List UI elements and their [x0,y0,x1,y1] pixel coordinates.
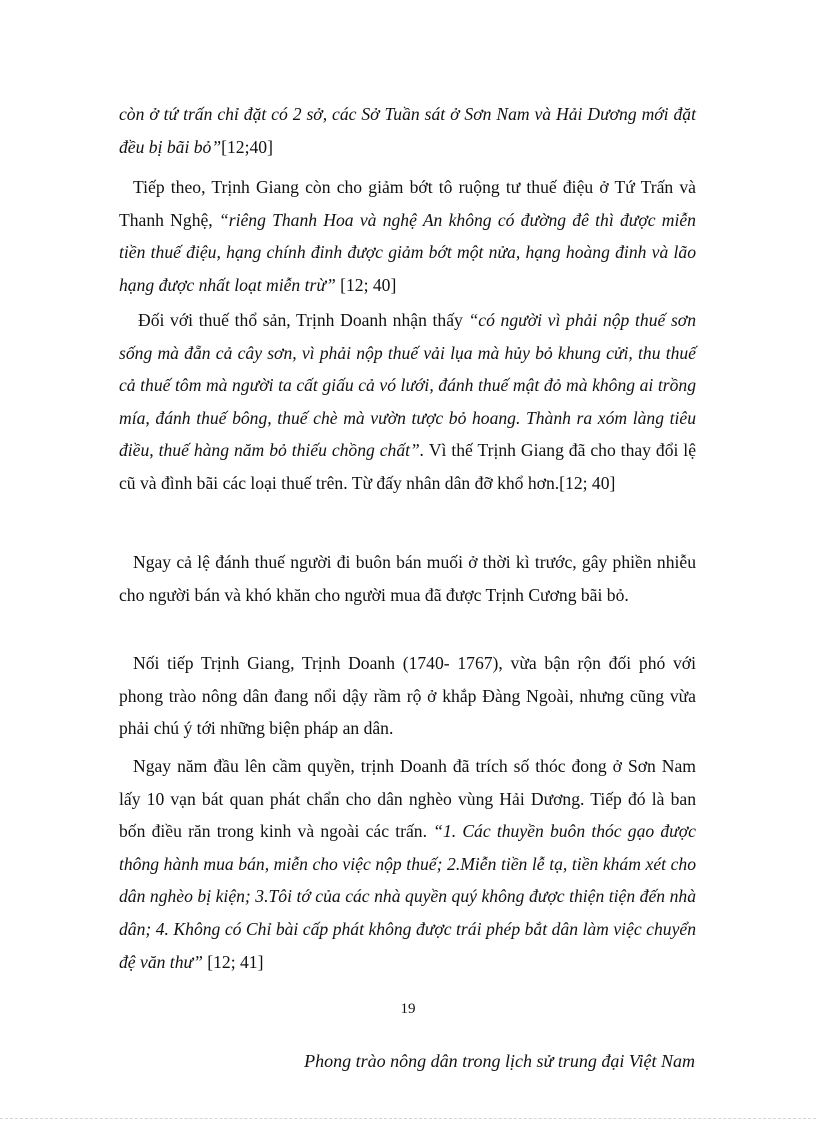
citation: [12;40] [221,136,273,157]
body-text: Đối với thuế thổ sản, Trịnh Doanh nhận thấy [138,310,469,330]
quote-text: “có người vì phải nộp thuế sơn sống mà đẵn cả cây sơn, vì phải nộp thuế vải lụa mà hủy bỏ khung cửi, thu thuế cả thuế tôm mà người ta cất giấu cả vó lưới, đánh thuế mật đỏ mà không ai trồng mía, đánh thuế bông, thuế chè mà vườn tược bỏ hoang. Thành ra xóm làng tiêu điều, thuế hàng năm bỏ thiếu chồng chất”. [119,310,696,461]
paragraph-3 [119,304,696,500]
footer-title: Phong trào nông dân trong lịch sử trung đại Việt Nam [304,1051,695,1071]
body-text: Ngay cả lệ đánh thuế người đi buôn bán muối ở thời kì trước, gây phiền nhiễu cho người bán và khó khăn cho người mua đã được Trịnh Cương bãi bỏ. [119,552,696,605]
page-bottom-divider [0,1118,816,1119]
body-text: Tiếp theo, Trịnh Giang còn cho giảm bớt tô ruộng tư thuế điệu ở Tứ Trấn và Thanh Nghệ, [119,177,696,230]
body-text: Ngay năm đầu lên cầm quyền, trịnh Doanh đã trích số thóc đong ở Sơn Nam lấy 10 vạn bát quan phát chẩn cho dân nghèo vùng Hải Dương. Tiếp đó là ban bốn điều răn trong kinh và ngoài các trấn. [119,756,696,842]
citation: [12; 41] [202,951,264,972]
quote-text: “riêng Thanh Hoa và nghệ An không có đường đê thì được miễn tiền thuế điệu, hạng chính đinh được giảm bớt một nửa, hạng hoàng đinh và lão hạng được nhất loạt miễn trừ” [119,209,696,295]
paragraph-4 [119,546,696,611]
paragraph-6 [119,750,696,978]
paragraph-1 [119,98,696,163]
quote-text: “1. Các thuyền buôn thóc gạo được thông hành mua bán, miễn cho việc nộp thuế; 2.Miễn tiền lễ tạ, tiền khám xét cho dân nghèo bị kiện; 3.Tôi tớ của các nhà quyền quý không được thiện tiện đến nhà dân; 4. Không có Chỉ bài cấp phát không được trái phép bắt dân làm việc chuyển đệ văn thư” [119,821,696,972]
body-text: Nối tiếp Trịnh Giang, Trịnh Doanh (1740- 1767), vừa bận rộn đối phó với phong trào nông dân đang nổi dậy rầm rộ ở khắp Đàng Ngoài, nhưng cũng vừa phải chú ý tới những biện pháp an dân. [119,653,696,739]
body-text: Vì thế Trịnh Giang đã cho thay đổi lệ cũ và đình bãi các loại thuế trên. Từ đấy nhân dân đỡ khổ hơn.[12; 40] [119,440,697,493]
paragraph-5 [119,647,696,745]
page-number: 19 [400,1001,416,1017]
paragraph-2 [119,171,696,301]
quote-text: còn ở tứ trấn chỉ đặt có 2 sở, các Sở Tuần sát ở Sơn Nam và Hải Dương mới đặt đều bị bãi bỏ” [119,104,696,157]
citation: [12; 40] [335,274,397,295]
